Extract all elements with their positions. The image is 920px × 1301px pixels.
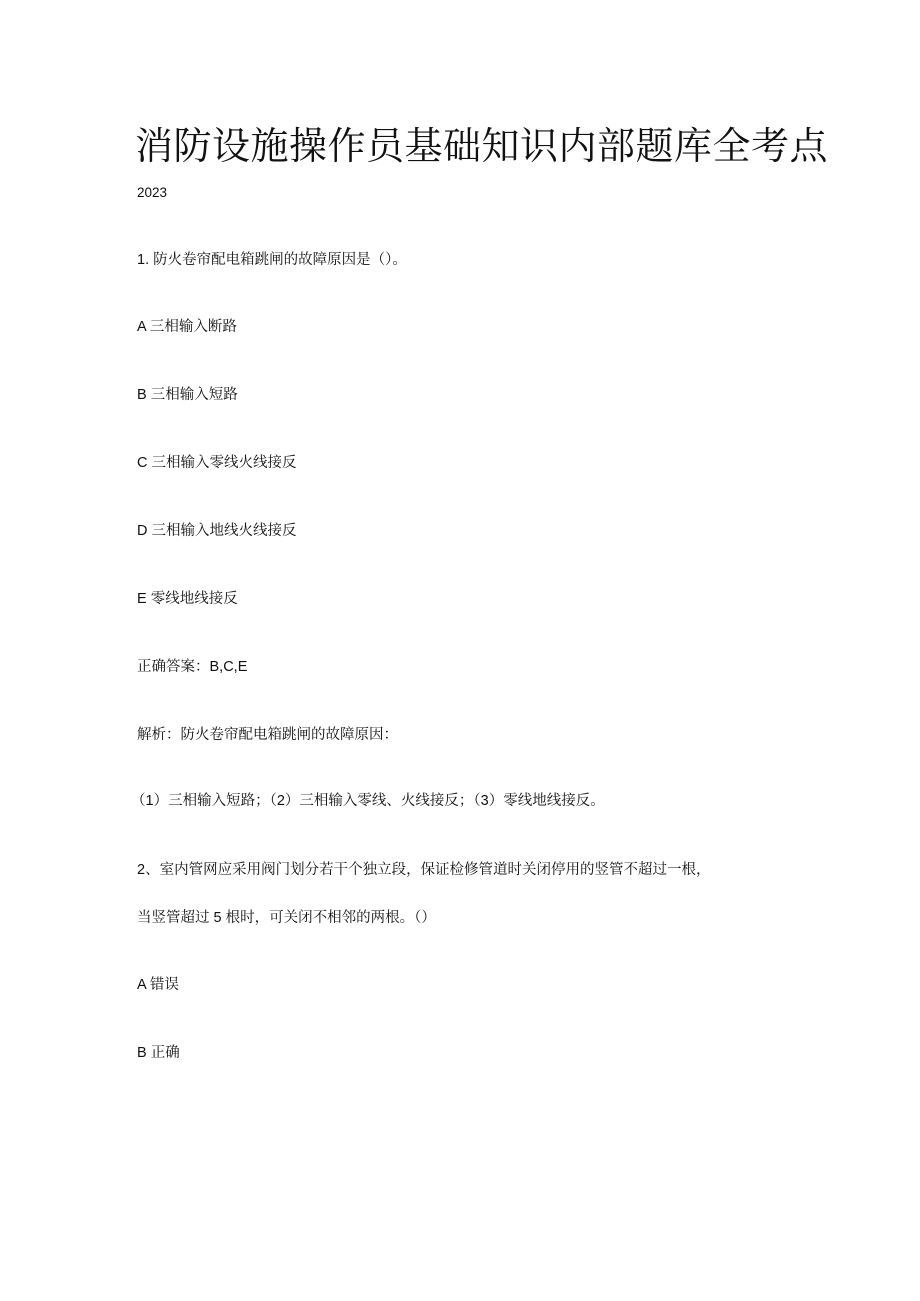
q1-analysis-title: 解析：防火卷帘配电箱跳闸的故障原因： — [137, 727, 398, 743]
document-title: 消防设施操作员基础知识内部题库全考点 — [135, 124, 829, 168]
q1-option-a: A 三相输入断路 — [137, 319, 237, 335]
q2-question-line-2: 当竖管超过 5 根时，可关闭不相邻的两根。（） — [137, 910, 436, 926]
q1-answer: 正确答案：B,C,E — [137, 659, 248, 675]
q1-option-c: C 三相输入零线火线接反 — [137, 455, 297, 471]
document-year: 2023 — [137, 185, 168, 200]
q2-question-line-1: 2、室内管网应采用阀门划分若干个独立段，保证检修管道时关闭停用的竖管不超过一根， — [137, 862, 711, 878]
q1-option-d: D 三相输入地线火线接反 — [137, 523, 297, 539]
q1-option-e: E 零线地线接反 — [137, 591, 238, 607]
q1-analysis-body: （1）三相输入短路；（2）三相输入零线、火线接反；（3）零线地线接反。 — [131, 793, 605, 809]
q2-option-b: B 正确 — [137, 1045, 180, 1061]
q1-question: 1. 防火卷帘配电箱跳闸的故障原因是（）。 — [137, 252, 407, 268]
q2-option-a: A 错误 — [137, 977, 179, 993]
q1-option-b: B 三相输入短路 — [137, 387, 238, 403]
